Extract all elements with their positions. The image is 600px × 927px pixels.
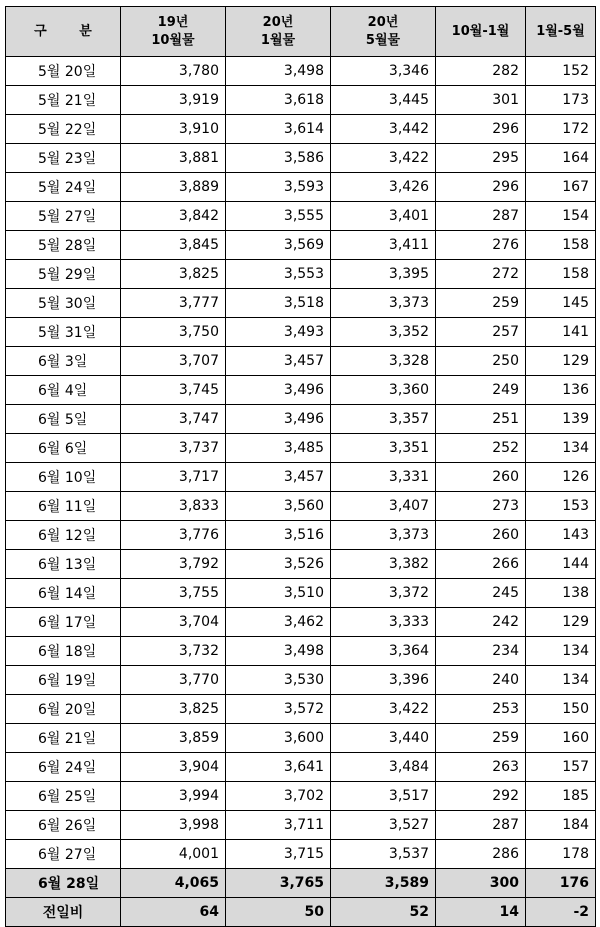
cell-oct-contract: 3,842 bbox=[121, 202, 226, 231]
cell-date: 6월 27일 bbox=[6, 840, 121, 869]
cell-jan-may-spread: 158 bbox=[526, 231, 596, 260]
cell-date: 6월 26일 bbox=[6, 811, 121, 840]
cell-may-contract: 3,422 bbox=[331, 695, 436, 724]
cell-jan-contract: 3,457 bbox=[226, 347, 331, 376]
cell-jan-contract: 3,711 bbox=[226, 811, 331, 840]
cell-oct-contract: 3,919 bbox=[121, 86, 226, 115]
cell-oct-jan-spread: 266 bbox=[436, 550, 526, 579]
cell-may-contract: 3,373 bbox=[331, 521, 436, 550]
cell-may-contract: 3,372 bbox=[331, 579, 436, 608]
cell-jan-contract: 3,641 bbox=[226, 753, 331, 782]
cell-oct-jan-spread: 257 bbox=[436, 318, 526, 347]
cell-jan-may-spread: 167 bbox=[526, 173, 596, 202]
table-row bbox=[6, 86, 596, 115]
cell-date: 6월 28일 bbox=[6, 869, 121, 898]
cell-oct-contract: 3,825 bbox=[121, 260, 226, 289]
cell-oct-contract: 3,889 bbox=[121, 173, 226, 202]
cell-jan-contract: 3,614 bbox=[226, 115, 331, 144]
table-row bbox=[6, 434, 596, 463]
cell-jan-may-spread: 138 bbox=[526, 579, 596, 608]
table-row bbox=[6, 231, 596, 260]
table-row bbox=[6, 608, 596, 637]
cell-jan-contract: 3,457 bbox=[226, 463, 331, 492]
table-row bbox=[6, 202, 596, 231]
table-body bbox=[6, 57, 596, 927]
cell-jan-contract: 3,555 bbox=[226, 202, 331, 231]
cell-oct-contract: 3,747 bbox=[121, 405, 226, 434]
cell-oct-jan-spread: 259 bbox=[436, 724, 526, 753]
latest-row bbox=[6, 869, 596, 898]
cell-jan-contract: 3,462 bbox=[226, 608, 331, 637]
cell-oct-contract: 3,792 bbox=[121, 550, 226, 579]
cell-jan-may-spread: 141 bbox=[526, 318, 596, 347]
cell-jan-contract: 3,569 bbox=[226, 231, 331, 260]
cell-oct-jan-spread: 296 bbox=[436, 173, 526, 202]
cell-may-contract: 3,396 bbox=[331, 666, 436, 695]
cell-date: 5월 31일 bbox=[6, 318, 121, 347]
cell-may-contract: 3,527 bbox=[331, 811, 436, 840]
table-row bbox=[6, 840, 596, 869]
cell-jan-may-spread: 134 bbox=[526, 637, 596, 666]
cell-oct-contract: 3,755 bbox=[121, 579, 226, 608]
cell-jan-contract: 3,593 bbox=[226, 173, 331, 202]
table-row bbox=[6, 289, 596, 318]
cell-oct-contract: 3,717 bbox=[121, 463, 226, 492]
cell-jan-contract: 3,496 bbox=[226, 405, 331, 434]
cell-date: 6월 11일 bbox=[6, 492, 121, 521]
cell-jan-may-spread: 184 bbox=[526, 811, 596, 840]
table-row bbox=[6, 405, 596, 434]
cell-date: 5월 29일 bbox=[6, 260, 121, 289]
table-row bbox=[6, 376, 596, 405]
cell-date: 6월 20일 bbox=[6, 695, 121, 724]
cell-oct-jan-spread: 242 bbox=[436, 608, 526, 637]
cell-oct-jan-spread: 245 bbox=[436, 579, 526, 608]
cell-date: 5월 30일 bbox=[6, 289, 121, 318]
cell-oct-jan-spread: 301 bbox=[436, 86, 526, 115]
cell-jan-may-spread: 150 bbox=[526, 695, 596, 724]
cell-jan-contract: 3,702 bbox=[226, 782, 331, 811]
table-row bbox=[6, 695, 596, 724]
cell-date: 6월 14일 bbox=[6, 579, 121, 608]
header-category: 구 분 bbox=[6, 7, 121, 57]
cell-jan-may-spread: 126 bbox=[526, 463, 596, 492]
cell-jan-contract: 3,498 bbox=[226, 637, 331, 666]
cell-date: 5월 24일 bbox=[6, 173, 121, 202]
header-oct-contract: 19년 10월물 bbox=[121, 7, 226, 57]
cell-jan-may-spread: 144 bbox=[526, 550, 596, 579]
cell-date: 6월 12일 bbox=[6, 521, 121, 550]
cell-oct-contract: 4,001 bbox=[121, 840, 226, 869]
table-row bbox=[6, 318, 596, 347]
cell-oct-jan-spread: 300 bbox=[436, 869, 526, 898]
table-row bbox=[6, 579, 596, 608]
cell-date: 6월 21일 bbox=[6, 724, 121, 753]
cell-may-contract: 3,360 bbox=[331, 376, 436, 405]
cell-oct-contract: 3,750 bbox=[121, 318, 226, 347]
header-jan-may-spread: 1월-5월 bbox=[526, 7, 596, 57]
cell-oct-contract: 3,904 bbox=[121, 753, 226, 782]
cell-oct-jan-spread: 282 bbox=[436, 57, 526, 86]
cell-oct-jan-spread: 276 bbox=[436, 231, 526, 260]
header-oct-jan-spread: 10월-1월 bbox=[436, 7, 526, 57]
cell-may-contract: 3,589 bbox=[331, 869, 436, 898]
header-jan-contract: 20년 1월물 bbox=[226, 7, 331, 57]
cell-oct-jan-spread: 263 bbox=[436, 753, 526, 782]
cell-oct-jan-spread: 259 bbox=[436, 289, 526, 318]
cell-may-contract: 3,411 bbox=[331, 231, 436, 260]
cell-jan-contract: 3,530 bbox=[226, 666, 331, 695]
cell-may-contract: 3,442 bbox=[331, 115, 436, 144]
cell-oct-jan-spread: 272 bbox=[436, 260, 526, 289]
cell-jan-contract: 50 bbox=[226, 898, 331, 927]
cell-date: 5월 28일 bbox=[6, 231, 121, 260]
cell-may-contract: 3,382 bbox=[331, 550, 436, 579]
cell-jan-may-spread: -2 bbox=[526, 898, 596, 927]
cell-oct-contract: 3,833 bbox=[121, 492, 226, 521]
cell-may-contract: 3,331 bbox=[331, 463, 436, 492]
cell-oct-contract: 3,780 bbox=[121, 57, 226, 86]
cell-oct-jan-spread: 240 bbox=[436, 666, 526, 695]
cell-oct-contract: 3,845 bbox=[121, 231, 226, 260]
cell-jan-may-spread: 164 bbox=[526, 144, 596, 173]
cell-jan-may-spread: 172 bbox=[526, 115, 596, 144]
cell-may-contract: 3,328 bbox=[331, 347, 436, 376]
cell-jan-may-spread: 160 bbox=[526, 724, 596, 753]
cell-jan-may-spread: 143 bbox=[526, 521, 596, 550]
cell-oct-contract: 64 bbox=[121, 898, 226, 927]
cell-jan-contract: 3,600 bbox=[226, 724, 331, 753]
cell-jan-contract: 3,516 bbox=[226, 521, 331, 550]
cell-jan-may-spread: 157 bbox=[526, 753, 596, 782]
table-row bbox=[6, 260, 596, 289]
cell-oct-contract: 3,881 bbox=[121, 144, 226, 173]
cell-jan-contract: 3,618 bbox=[226, 86, 331, 115]
cell-jan-contract: 3,553 bbox=[226, 260, 331, 289]
table-row bbox=[6, 173, 596, 202]
cell-oct-jan-spread: 287 bbox=[436, 202, 526, 231]
cell-jan-contract: 3,493 bbox=[226, 318, 331, 347]
cell-date: 전일비 bbox=[6, 898, 121, 927]
cell-oct-jan-spread: 260 bbox=[436, 521, 526, 550]
table-row bbox=[6, 666, 596, 695]
table-row bbox=[6, 115, 596, 144]
cell-may-contract: 3,351 bbox=[331, 434, 436, 463]
cell-oct-jan-spread: 14 bbox=[436, 898, 526, 927]
cell-jan-may-spread: 173 bbox=[526, 86, 596, 115]
cell-may-contract: 3,426 bbox=[331, 173, 436, 202]
cell-oct-contract: 3,777 bbox=[121, 289, 226, 318]
cell-may-contract: 3,517 bbox=[331, 782, 436, 811]
cell-jan-contract: 3,560 bbox=[226, 492, 331, 521]
cell-may-contract: 3,537 bbox=[331, 840, 436, 869]
cell-date: 6월 6일 bbox=[6, 434, 121, 463]
cell-jan-may-spread: 134 bbox=[526, 434, 596, 463]
cell-oct-contract: 3,825 bbox=[121, 695, 226, 724]
cell-date: 6월 17일 bbox=[6, 608, 121, 637]
cell-may-contract: 3,440 bbox=[331, 724, 436, 753]
cell-jan-may-spread: 134 bbox=[526, 666, 596, 695]
cell-may-contract: 3,395 bbox=[331, 260, 436, 289]
day-change-row bbox=[6, 898, 596, 927]
cell-date: 6월 5일 bbox=[6, 405, 121, 434]
cell-date: 5월 23일 bbox=[6, 144, 121, 173]
cell-date: 5월 22일 bbox=[6, 115, 121, 144]
cell-jan-contract: 3,526 bbox=[226, 550, 331, 579]
table-row bbox=[6, 637, 596, 666]
table-row bbox=[6, 811, 596, 840]
table-row bbox=[6, 347, 596, 376]
cell-date: 6월 13일 bbox=[6, 550, 121, 579]
cell-may-contract: 3,422 bbox=[331, 144, 436, 173]
cell-jan-may-spread: 176 bbox=[526, 869, 596, 898]
table-row bbox=[6, 492, 596, 521]
cell-oct-contract: 3,770 bbox=[121, 666, 226, 695]
cell-oct-contract: 3,998 bbox=[121, 811, 226, 840]
cell-jan-may-spread: 145 bbox=[526, 289, 596, 318]
header-row bbox=[6, 7, 596, 57]
cell-oct-jan-spread: 260 bbox=[436, 463, 526, 492]
cell-jan-may-spread: 178 bbox=[526, 840, 596, 869]
cell-oct-jan-spread: 251 bbox=[436, 405, 526, 434]
cell-may-contract: 3,373 bbox=[331, 289, 436, 318]
cell-jan-contract: 3,572 bbox=[226, 695, 331, 724]
cell-oct-contract: 4,065 bbox=[121, 869, 226, 898]
cell-oct-contract: 3,994 bbox=[121, 782, 226, 811]
cell-jan-contract: 3,765 bbox=[226, 869, 331, 898]
cell-jan-may-spread: 129 bbox=[526, 608, 596, 637]
cell-date: 6월 24일 bbox=[6, 753, 121, 782]
cell-jan-may-spread: 158 bbox=[526, 260, 596, 289]
cell-oct-jan-spread: 286 bbox=[436, 840, 526, 869]
cell-date: 5월 21일 bbox=[6, 86, 121, 115]
cell-date: 6월 25일 bbox=[6, 782, 121, 811]
cell-date: 6월 3일 bbox=[6, 347, 121, 376]
table-row bbox=[6, 724, 596, 753]
cell-oct-jan-spread: 249 bbox=[436, 376, 526, 405]
cell-jan-may-spread: 152 bbox=[526, 57, 596, 86]
table-row bbox=[6, 521, 596, 550]
cell-oct-jan-spread: 253 bbox=[436, 695, 526, 724]
table-header bbox=[6, 7, 596, 57]
cell-may-contract: 3,364 bbox=[331, 637, 436, 666]
cell-oct-jan-spread: 295 bbox=[436, 144, 526, 173]
cell-oct-jan-spread: 296 bbox=[436, 115, 526, 144]
cell-jan-contract: 3,485 bbox=[226, 434, 331, 463]
cell-oct-contract: 3,859 bbox=[121, 724, 226, 753]
table-row bbox=[6, 550, 596, 579]
cell-oct-contract: 3,910 bbox=[121, 115, 226, 144]
cell-jan-contract: 3,715 bbox=[226, 840, 331, 869]
cell-jan-contract: 3,510 bbox=[226, 579, 331, 608]
cell-may-contract: 3,346 bbox=[331, 57, 436, 86]
cell-jan-may-spread: 185 bbox=[526, 782, 596, 811]
cell-oct-jan-spread: 252 bbox=[436, 434, 526, 463]
cell-oct-contract: 3,707 bbox=[121, 347, 226, 376]
cell-oct-contract: 3,732 bbox=[121, 637, 226, 666]
cell-date: 5월 27일 bbox=[6, 202, 121, 231]
cell-oct-contract: 3,745 bbox=[121, 376, 226, 405]
cell-may-contract: 3,352 bbox=[331, 318, 436, 347]
table-row bbox=[6, 144, 596, 173]
cell-may-contract: 3,333 bbox=[331, 608, 436, 637]
header-may-contract: 20년 5월물 bbox=[331, 7, 436, 57]
table-row bbox=[6, 463, 596, 492]
cell-may-contract: 3,401 bbox=[331, 202, 436, 231]
cell-jan-may-spread: 129 bbox=[526, 347, 596, 376]
cell-date: 5월 20일 bbox=[6, 57, 121, 86]
table-row bbox=[6, 753, 596, 782]
cell-jan-may-spread: 139 bbox=[526, 405, 596, 434]
cell-jan-may-spread: 136 bbox=[526, 376, 596, 405]
cell-oct-jan-spread: 250 bbox=[436, 347, 526, 376]
cell-date: 6월 19일 bbox=[6, 666, 121, 695]
cell-may-contract: 3,407 bbox=[331, 492, 436, 521]
cell-may-contract: 52 bbox=[331, 898, 436, 927]
cell-jan-contract: 3,518 bbox=[226, 289, 331, 318]
cell-may-contract: 3,445 bbox=[331, 86, 436, 115]
cell-jan-may-spread: 153 bbox=[526, 492, 596, 521]
cell-oct-contract: 3,776 bbox=[121, 521, 226, 550]
cell-may-contract: 3,484 bbox=[331, 753, 436, 782]
cell-oct-jan-spread: 273 bbox=[436, 492, 526, 521]
cell-oct-contract: 3,737 bbox=[121, 434, 226, 463]
price-table bbox=[5, 6, 596, 927]
cell-jan-contract: 3,498 bbox=[226, 57, 331, 86]
cell-oct-jan-spread: 234 bbox=[436, 637, 526, 666]
cell-date: 6월 4일 bbox=[6, 376, 121, 405]
cell-jan-contract: 3,586 bbox=[226, 144, 331, 173]
table-row bbox=[6, 57, 596, 86]
cell-oct-jan-spread: 287 bbox=[436, 811, 526, 840]
cell-oct-jan-spread: 292 bbox=[436, 782, 526, 811]
cell-oct-contract: 3,704 bbox=[121, 608, 226, 637]
cell-date: 6월 10일 bbox=[6, 463, 121, 492]
cell-jan-may-spread: 154 bbox=[526, 202, 596, 231]
cell-date: 6월 18일 bbox=[6, 637, 121, 666]
table-row bbox=[6, 782, 596, 811]
cell-jan-contract: 3,496 bbox=[226, 376, 331, 405]
cell-may-contract: 3,357 bbox=[331, 405, 436, 434]
